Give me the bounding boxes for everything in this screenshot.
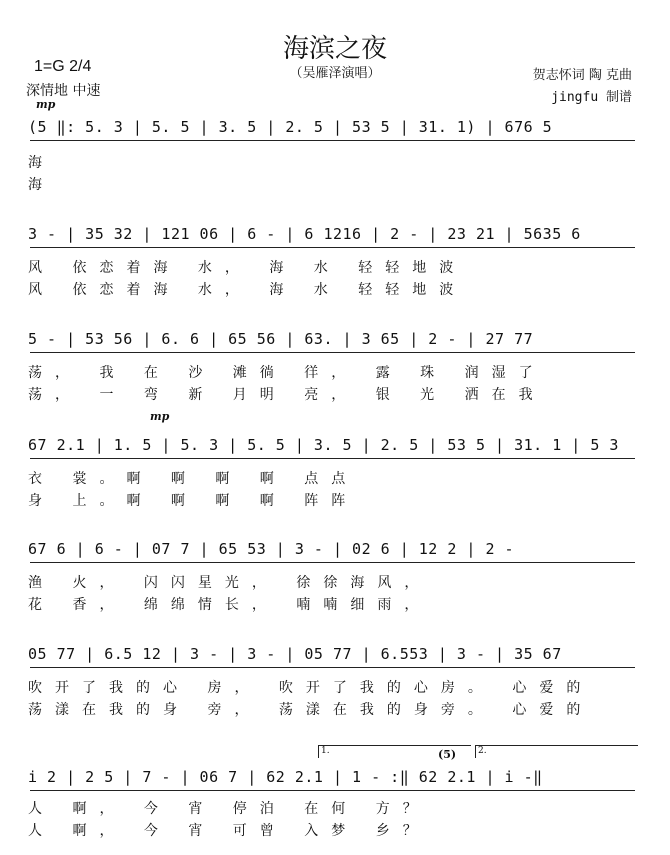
notation-line: i 2 | 2 5 | 7 - | 06 7 | 62 2.1 | 1 - :‖ 62 2.1 | i -‖ [28,768,543,786]
lyric-line-2: 花 香， 绵绵情长， 喃喃细雨， [28,597,432,613]
lyric-line-2: 荡， 一 弯 新 月明 亮， 银 光 洒在我 [28,387,546,403]
volta-1: 1. [318,745,471,758]
notation-line: (5 ‖: 5. 3 | 5. 5 | 3. 5 | 2. 5 | 53 5 | 31. 1) | 676 5 [28,118,553,136]
beam-line [30,140,635,141]
repeat-note-mark: (5) [438,748,457,761]
lyric-line-1: 风 依恋着海 水， 海 水 轻轻地波 [28,260,467,276]
lyric-line-1: 人 啊， 今 宵 停泊 在何 方？ [28,801,430,817]
lyric-line-1: 海 [28,155,55,171]
key-signature: 1=G 2/4 [34,58,92,75]
notation-line: 3 - | 35 32 | 121 06 | 6 - | 6 1216 | 2 - | 23 21 | 5635 6 [28,225,581,243]
song-title: 海滨之夜 [282,34,387,64]
lyric-line-2: 荡漾在我的身 旁， 荡漾在我的身旁。 心爱的 [28,702,594,718]
beam-line [30,458,635,459]
beam-line [30,352,635,353]
beam-line [30,562,635,563]
dynamic-mark: mp [36,98,56,111]
lyric-line-1: 渔 火， 闪闪星光， 徐徐海风， [28,575,432,591]
lyric-line-1: 荡， 我 在 沙 滩徜 徉， 露 珠 润湿了 [28,365,546,381]
beam-line [30,247,635,248]
lyric-line-1: 衣 裳。啊 啊 啊 啊 点点 [28,471,359,487]
notation-line: 5 - | 53 56 | 6. 6 | 65 56 | 63. | 3 65 | 2 - | 27 77 [28,330,534,348]
volta-2: 2. [475,745,638,758]
beam-line [30,667,635,668]
lyric-line-1: 吹开了我的心 房， 吹开了我的心房。 心爱的 [28,680,594,696]
beam-line [30,790,635,791]
lyric-line-2: 人 啊， 今 宵 可曾 入梦 乡？ [28,823,430,839]
composer-credits: 贺志怀词 陶 克曲 [532,68,632,83]
arranger-credit: jingfu 制谱 [551,90,632,105]
notation-line: 67 6 | 6 - | 07 7 | 65 53 | 3 - | 02 6 | 12 2 | 2 - [28,540,515,558]
lyric-line-2: 身 上。啊 啊 啊 啊 阵阵 [28,493,359,509]
tempo-marking: 深情地 中速 [26,83,101,99]
singer-credit: （吴雁泽演唱） [289,66,381,81]
lyric-line-2: 海 [28,177,55,193]
lyric-line-2: 风 依恋着海 水， 海 水 轻轻地波 [28,282,467,298]
notation-line: 05 77 | 6.5 12 | 3 - | 3 - | 05 77 | 6.553 | 3 - | 35 67 [28,645,562,663]
notation-line: 67 2.1 | 1. 5 | 5. 3 | 5. 5 | 3. 5 | 2. 5 | 53 5 | 31. 1 | 5 3 [28,436,619,454]
dynamic-mark: mp [150,410,170,423]
